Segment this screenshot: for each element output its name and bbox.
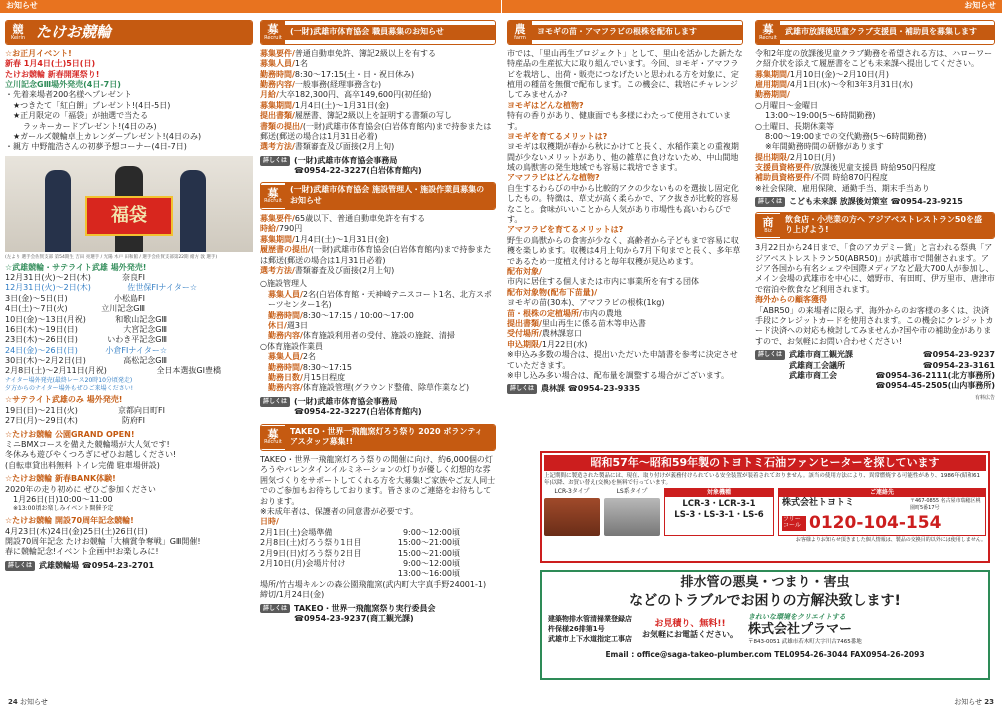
article-body: 「ABR50」の来場者に限らず、海外からのお客様の多くは、決済手段にクレジットカードを使用されます。この機会にクレジットカード決済への対応も検討してみませんか?国や市の補助金がありますので、お気軽にお問い合わせください! bbox=[755, 305, 994, 346]
recruit-tag: 募 Recruit bbox=[261, 185, 285, 208]
new-year-date: 新春 1月4日(土)5日(日) bbox=[5, 59, 96, 69]
list-item: ・親方 中野龍浩さんの初夢予想コーナー(4日-7日) bbox=[5, 142, 187, 152]
detail-row: 募集要件/65歳以下、普通自動車免許を有する bbox=[260, 214, 426, 224]
subsection-title: ○施設管理人 bbox=[260, 279, 307, 289]
sports-association-column bbox=[260, 20, 496, 688]
detail-row: 苗・根株の定植場所/市内の農地 bbox=[507, 308, 622, 318]
heater-ad-body bbox=[544, 488, 986, 536]
detail-row: 支援員資格要件/放課後児童支援員 時給950円程度 bbox=[755, 163, 936, 173]
article-title: (一財)武雄市体育協会 施設管理人・施設作業員募集のお知らせ bbox=[285, 183, 495, 209]
schedule-row: 23日(木)〜26日(日) いわき平記念GⅢ bbox=[5, 335, 167, 345]
left-header-title: お知らせ bbox=[6, 1, 38, 10]
left-header-bar bbox=[0, 0, 501, 13]
detail-row: 募集人員/1名 bbox=[260, 59, 309, 69]
shift-line: ※年間勤務時間の研修があります bbox=[765, 142, 884, 152]
plumber-title-2: などのトラブルでお困りの方解決致します! bbox=[629, 592, 901, 609]
shift-line: ○土曜日、長期休業等 bbox=[755, 121, 834, 131]
heater-contact: ご連絡先 株式会社トヨトミ 〒467-0855 名古屋市瑞穂区桃園町5番17号 フリーコール 0120-104-154 bbox=[778, 488, 986, 536]
recruit-business-column bbox=[755, 20, 995, 450]
bank-line: 1月26日(日)10:00〜11:00 bbox=[13, 494, 113, 504]
article-title: ヨモギの苗・アマフラビの根株を配布します bbox=[532, 25, 742, 40]
page-number: 24 bbox=[8, 697, 18, 706]
schedule-row: 27日(月)〜29日(木) 防府FⅠ bbox=[5, 416, 145, 426]
lucky-bag: 福袋 bbox=[85, 196, 173, 236]
schedule-note: 夕方からのナイター場外もぜひご来場ください! bbox=[5, 384, 133, 392]
subheading: 海外からの顧客獲得 bbox=[755, 295, 827, 305]
contact-row: ☎0954-45-2505(山内事務所) bbox=[875, 381, 995, 391]
detail-row: 勤務期間/ bbox=[755, 90, 790, 100]
contact-row: 武雄市商工観光課 ☎0954-23-9237 bbox=[789, 350, 995, 360]
contact-row: 武雄市商工会 ☎0954-36-2111(北方事務所) bbox=[789, 370, 995, 380]
detail-row: 募集期間/1月4日(土)〜1月31日(金) bbox=[260, 234, 389, 244]
person-silhouette bbox=[180, 170, 206, 252]
answer: 特有の香りがあり、健康面でも多様にわたって使用されています。 bbox=[507, 111, 731, 131]
freecall-number: 0120-104-154 bbox=[809, 513, 942, 534]
shift-line: ○月曜日〜金曜日 bbox=[755, 100, 818, 110]
new-year-g3: 立川記念GⅢ場外発売(4日-7日) bbox=[5, 79, 121, 89]
anniversary-line: 開設70周年記念 たけお競輪「大楠賞争奪戦」GⅢ開催! bbox=[5, 536, 201, 546]
plumber-registration: 建築物排水管清掃業登録店 杵保様26排第1号 武雄市上下水道指定工事店 bbox=[548, 614, 632, 643]
detail-row: 補助員資格要件/不問 時給870円程度 bbox=[755, 173, 888, 183]
article-note: ※未成年者は、保護者の同意書が必要です。 bbox=[260, 507, 419, 517]
note: ※申込み多数の場合は、提出いただいた申請書を参考に決定させていただきます。 bbox=[507, 350, 738, 370]
left-footer bbox=[8, 698, 48, 707]
question: アマフラビを育てるメリットは? bbox=[507, 225, 624, 235]
article-header bbox=[507, 20, 743, 45]
heater-ad bbox=[540, 451, 990, 563]
note: ※申し込み多い場合は、配布量を調整する場合がございます。 bbox=[507, 370, 730, 380]
detail-row: 書類の提出/(一財)武雄市体育協会(白岩体育館内)まで持参または郵送(郵送の場合は1月31日必着) bbox=[260, 121, 492, 141]
shift-line: 13:00〜19:00(5〜6時間勤務) bbox=[765, 111, 876, 121]
article-header bbox=[755, 212, 995, 240]
schedule-row: 3日(金)〜5日(日) 小松島FⅠ bbox=[5, 293, 145, 303]
subsection-title: ○体育施設作業員 bbox=[260, 341, 323, 351]
recruit-tag: 募 Recruit bbox=[261, 426, 285, 449]
anniversary-title: ☆たけお競輪 開設70周年記念競輪! bbox=[5, 516, 134, 526]
farm-tag: 農 farm bbox=[508, 21, 532, 44]
detail-row: 勤務時間/8:30〜17:15 bbox=[268, 362, 352, 372]
note: ※社会保険、雇用保険、通勤手当、期末手当あり bbox=[755, 183, 930, 193]
detail-row: 履歴書の提出/(一財)武雄市体育協会(白岩体育館内)まで持参または郵送(郵送の場合は1月31日必着) bbox=[260, 245, 492, 265]
detail-row: 勤務時間/8:30〜17:15(土・日・祝日休み) bbox=[260, 69, 415, 79]
right-header-bar bbox=[501, 0, 1002, 13]
schedule-row: 16日(木)〜19日(日) 大宮記念GⅢ bbox=[5, 324, 167, 334]
article-body: TAKEO・世界一飛龍窯灯ろう祭りの開催に向け、約6,000個の灯ろうやバレンタインイルミネーションの灯りが優しく幻想的な雰囲気づくりをサポートしてくれる方を大募集!ご家族やご友人同士でのご参加もお待ちしております。皆さまのご連絡をお待ちしております。 bbox=[260, 455, 496, 506]
farm-column bbox=[507, 20, 743, 450]
plumber-body bbox=[548, 613, 982, 646]
date-row: 2月1日(土)会場準備 9:00〜12:00頃 bbox=[260, 527, 460, 537]
article-contact: 詳しくは こども未来課 放課後対策室 ☎0954-23-9215 bbox=[755, 197, 995, 207]
photo-caption: (左より 選手会佐賀支部 第54期生 吉田 亮選手 / 光陽 木戸 田和館 / 選手会佐賀支部第22期 緒方 敦 選手) bbox=[5, 254, 218, 260]
detail-row: 勤務日数/月15日程度 bbox=[268, 372, 346, 382]
bmx-line: 冬休みも遊びやくつろぎにぜひお越しください! bbox=[5, 450, 177, 460]
article-header bbox=[260, 424, 496, 452]
bank-title: ☆たけお競輪 新春BANK体験! bbox=[5, 474, 116, 484]
plumber-company: きれいな環境をクリエイトする 株式会社プラマー 〒843-0051 武雄市若木町大字川古7465番地 bbox=[748, 613, 862, 646]
detail-row: 提出書類/履歴書、簿記2級以上を証明する書類の写し bbox=[260, 111, 453, 121]
footer-label: お知らせ bbox=[954, 697, 983, 706]
schedule-row: 12月31日(火)〜2日(木) 奈良FⅠ bbox=[5, 272, 145, 282]
schedule-title: ☆武雄競輪・サテライト武雄 場外発売! bbox=[5, 262, 147, 272]
keirin-column bbox=[5, 20, 253, 688]
article-title: 武雄市放課後児童クラブ支援員・補助員を募集します bbox=[780, 25, 994, 40]
answer: 自生するわらびの中から比較的アクの少ないものを選抜し固定化したもの。特徴は、草丈が高く柔らかで、アク抜きが比較的容易なこと。食味がいいことから人気があり市場性も高いわらびです。 bbox=[507, 183, 739, 225]
detail-row: 勤務内容/体育施設管理(グラウンド整備、除草作業など) bbox=[268, 383, 470, 393]
article-body: 市では、「里山再生プロジェクト」として、里山を活かした新たな特産品の生産拡大に取り組んでいます。今回、ヨモギ・アマフラビを栽培し、出荷・販売につなげたいと思われる方を対象に、定植用の種苗を無償で配布します。この機会に、栽培にチャレンジしてみませんか? bbox=[507, 48, 743, 100]
list-item: ★ガールズ競輪卓上カレンダープレゼント!(4日のみ) bbox=[13, 131, 202, 141]
article-contact: 詳しくは (一財)武雄市体育協会事務局 ☎0954-22-3227(白岩体育館内) bbox=[260, 397, 496, 418]
heater-ad-desc: 上記期間に製造された製品には、現在、取り付けが義務付けられている安全装置が装着されておりません。該当の使用方法により、異常燃焼する可能性があり、1986年(昭和61年)以降、お買い替え(交換)を無料で行っています。 bbox=[544, 473, 980, 486]
detail-row: 勤務時間/8:30〜17:15 / 10:00〜17:00 bbox=[268, 310, 414, 320]
facility-recruit-details bbox=[260, 214, 496, 394]
article-title: 飲食店・小売業の方へ アジアベストレストラン50を盛り上げよう! bbox=[780, 213, 994, 239]
question: ヨモギはどんな植物? bbox=[507, 100, 584, 110]
target-models: 対象機種 LCR-3・LCR-3-1 LS-3・LS-3-1・LS-6 bbox=[664, 488, 774, 536]
detail-row: 選考方法/書類審査及び面接(2月上旬) bbox=[260, 142, 395, 152]
article-body: 令和2年度の放課後児童クラブ勤務を希望される方は、ハローワーク紹介状を添えて履歴書をこども未来課へ提出してください。 bbox=[755, 48, 993, 69]
article-title: TAKEO・世界一飛龍窯灯ろう祭り 2020 ボランティアスタッフ募集!! bbox=[285, 425, 495, 451]
contact-row: 武雄商工会議所 ☎0954-23-3161 bbox=[789, 360, 995, 370]
heater-privacy-note: お客様よりお知らせ頂きました個人情報は、製品の交換目的以外には使用しません。 bbox=[795, 537, 986, 544]
contact-label: 詳しくは bbox=[5, 561, 35, 571]
detail-row: 受付場所/農林課窓口 bbox=[507, 329, 582, 339]
new-year-title: ☆お正月イベント! bbox=[5, 48, 72, 58]
schedule-row: 24日(金)〜26日(日) 小倉FⅠナイター☆ bbox=[5, 345, 167, 355]
new-year-festival: たけお競輪 新春開運祭り! bbox=[5, 69, 100, 79]
deadline: 締切/1月24日(金) bbox=[260, 590, 325, 600]
date-row: 2月8日(土)灯ろう祭り1日目 15:00〜21:00頃 bbox=[260, 538, 460, 548]
company-name: 株式会社トヨトミ bbox=[782, 498, 855, 509]
subsection bbox=[260, 290, 496, 342]
detail-row: 選考方法/書類審査及び面接(2月上旬) bbox=[260, 266, 395, 276]
subsection bbox=[260, 352, 496, 394]
contact-info: 武雄競輪場 ☎0954-23-2701 bbox=[39, 560, 155, 570]
list-item: ★正月限定の「福袋」が抽選で当たる bbox=[13, 111, 149, 121]
heater-image bbox=[604, 498, 660, 536]
keirin-photo bbox=[5, 156, 253, 252]
article-header bbox=[260, 20, 496, 45]
heater-type-1: LCR-3タイプ bbox=[544, 488, 600, 536]
list-item: ラッキーカードプレゼント!(4日のみ) bbox=[23, 121, 157, 131]
plumber-title-1: 排水管の悪臭・つまり・害虫 bbox=[680, 575, 850, 590]
detail-row: 配布対象/ bbox=[507, 267, 542, 276]
schedule-note: ナイター場外発売(最終レース20時10分頃発走) bbox=[5, 376, 133, 384]
detail-row: 申込期限/1月22日(水) bbox=[507, 339, 588, 349]
shift-line: 8:00〜19:00までの交代勤務(5〜6時間勤務) bbox=[765, 131, 927, 141]
page-number: 23 bbox=[984, 697, 994, 706]
detail-row: 市内に居住する個人または市内に事業所を有する団体 bbox=[507, 277, 699, 287]
detail-row: 雇用期間/4月1日(水)〜令和3年3月31日(水) bbox=[755, 79, 913, 89]
schedule-list bbox=[5, 273, 253, 377]
detail-row: 募集要件/普通自動車免許、簿記2級以上を有する bbox=[260, 48, 437, 58]
article-contact: 詳しくは TAKEO・世界一飛龍窯祭り実行委員会 ☎0954-23-9237(商工観光課) bbox=[260, 604, 496, 625]
schedule-row: 10日(金)〜13日(月祝) 和歌山記念GⅢ bbox=[5, 314, 167, 324]
schedule-row: 12月31日(火)〜2日(木) 佐世保FⅠナイター☆ bbox=[5, 283, 197, 293]
detail-row: 休日/週3日 bbox=[268, 320, 309, 330]
question: アマフラビはどんな植物? bbox=[507, 173, 600, 183]
detail-row: 月給/大卒182,300円、高卒149,600円(初任給) bbox=[260, 90, 432, 100]
article-contact: 詳しくは 農林課 ☎0954-23-9335 bbox=[507, 384, 743, 394]
new-year-items bbox=[5, 90, 253, 152]
detail-row: 募集期間/1月4日(土)〜1月31日(金) bbox=[260, 100, 389, 110]
detail-row: ヨモギの苗(30本)、アマフラビの根株(1kg) bbox=[507, 298, 665, 308]
freecall-label: フリーコール bbox=[782, 516, 806, 531]
heater-image bbox=[544, 498, 600, 536]
article-header bbox=[755, 20, 995, 45]
heater-ad-title: 昭和57年〜昭和59年製のトヨトミ石油ファンヒーターを探しています bbox=[544, 455, 986, 471]
schedule-row: 30日(木)〜2月2日(日) 高松記念GⅢ bbox=[5, 356, 167, 366]
schedule-row: 2月8日(土)〜2月11日(月祝) 全日本選抜GⅠ豊橋 bbox=[5, 366, 221, 376]
place: 場所/竹古場キルンの森公園飛龍窯(武内町大字真手野24001-1) bbox=[260, 579, 487, 589]
article-contact: 詳しくは 武雄市商工観光課 ☎0954-23-9237 武雄商工会議所 ☎0954-23-3161 武雄市商工会 ☎0954-36-2111(北方事務所) ☎0954-45-2505(山内事務所) bbox=[755, 350, 995, 392]
date-row: 2月9日(日)灯ろう祭り2日目 15:00〜21:00頃 bbox=[260, 548, 460, 558]
detail-row: 募集人員/2名(白岩体育館・天神崎テニスコート1名、北方スポーツセンター1名) bbox=[268, 289, 492, 310]
keirin-contact bbox=[5, 561, 253, 571]
bmx-title: ☆たけお競輪 公園GRAND OPEN! bbox=[5, 429, 135, 439]
detail-row: 勤務内容/一般事務(経理事務含む) bbox=[260, 79, 382, 89]
person-silhouette bbox=[45, 170, 71, 252]
heater-type-2: LS系タイプ bbox=[604, 488, 660, 536]
right-footer bbox=[954, 698, 994, 707]
bank-note: ※13:00頃お楽しみイベント開催予定 bbox=[13, 505, 114, 513]
plumber-ad bbox=[540, 570, 990, 680]
answer: 野生の鳥獣からの食害が少なく、高齢者から子どもまで容易に収穫を楽しめます。収穫は4月上旬から7月下旬までと長く、多年草であるため一度植え付けると毎年収穫が見込めます。 bbox=[507, 235, 741, 266]
footer-label: お知らせ bbox=[19, 697, 48, 706]
anniversary-line: 4月23日(木)24日(金)25日(土)26日(日) bbox=[5, 526, 148, 536]
recruit-tag: 募 Recruit bbox=[756, 21, 780, 44]
right-header-title: お知らせ bbox=[964, 1, 996, 10]
plumber-estimate: お見積り、無料!! お気軽にお電話ください。 bbox=[642, 618, 738, 640]
schedule-row: 4日(土)〜7日(火) 立川記念GⅢ bbox=[5, 304, 145, 314]
date-row: 13:00〜16:00頃 bbox=[397, 569, 460, 579]
plumber-contact-line: Email : office@saga-takeo-plumber.com TEL0954-26-3044 FAX0954-26-2093 bbox=[605, 650, 925, 660]
detail-row: 配布対象物(配布下苗量)/ bbox=[507, 287, 598, 297]
keirin-logo-text: たけお競輪 bbox=[30, 21, 252, 43]
keirin-header bbox=[5, 20, 253, 45]
schedule-row: 19日(日)〜21日(火) 京都向日町FⅠ bbox=[5, 405, 165, 415]
detail-row: 募集期間/1月10日(金)〜2月10日(月) bbox=[755, 69, 889, 79]
list-item: ・先着来場者200名様へプレゼント bbox=[5, 90, 132, 100]
detail-row: 募集人員/2名 bbox=[268, 352, 317, 362]
question: ヨモギを育てるメリットは? bbox=[507, 131, 608, 141]
bmx-line: ミニBMXコースを備えた競輪場が大人気です! bbox=[5, 440, 170, 449]
article-title: (一財)武雄市体育協会 職員募集のお知らせ bbox=[285, 25, 495, 40]
staff-recruit-details bbox=[260, 49, 496, 153]
business-tag: 商 Biz bbox=[756, 214, 780, 237]
satellite-title: ☆サテライト武雄のみ 場外発売! bbox=[5, 395, 123, 405]
ad-note: 有料広告 bbox=[974, 394, 995, 401]
date-label: 日時/ bbox=[260, 517, 279, 527]
company-address: 〒467-0855 名古屋市瑞穂区桃園町5番17号 bbox=[910, 498, 981, 511]
detail-row: 提出書類/里山再生に係る苗木等申込書 bbox=[507, 318, 646, 328]
anniversary-line: 春に競輪記念!イベント企画中!お楽しみに! bbox=[5, 547, 159, 557]
recruit-tag: 募 Recruit bbox=[261, 21, 285, 44]
date-list bbox=[260, 528, 460, 580]
list-item: ★つきたて「紅白餅」プレゼント!(4日-5日) bbox=[13, 100, 171, 110]
keirin-tag: 競 Keirin bbox=[6, 21, 30, 44]
article-body: 3月22日から24日まで、「食のアカデミー賞」と言われる祭典「アジアベストレストラン50(ABR50)」が武雄市で開催されます。アジア各国から有名シェフや国際メディアなど最大700人が参加し、メイン会場の武雄市を中心に、嬉野市、有田町、伊万里市、唐津市で宿泊や飲食など利用されます。 bbox=[755, 243, 995, 294]
article-header bbox=[260, 182, 496, 210]
bmx-line: (自転車貸出料無料 トイレ完備 駐車場併設) bbox=[5, 460, 160, 470]
date-row: 2月10日(月)会場片付け 9:00〜12:00頃 bbox=[260, 559, 460, 568]
article-contact: 詳しくは (一財)武雄市体育協会事務局 ☎0954-22-3227(白岩体育館内) bbox=[260, 156, 496, 177]
detail-row: 勤務内容/体育施設利用者の受付、施設の施錠、清掃 bbox=[268, 331, 455, 341]
bank-line: 2020年の走り初めに ぜひご参加ください bbox=[5, 484, 156, 494]
detail-row: 時給/790円 bbox=[260, 224, 303, 234]
answer: ヨモギは収穫期が春から秋にかけてと長く、水稲作業との重複期間が少ないメリットがあり、他の雑草に負けないため、中山間地域の鳥獣害の発生地域でも容易に栽培できます。 bbox=[507, 142, 739, 173]
detail-row: 提出期限/2月10日(月) bbox=[755, 152, 836, 162]
